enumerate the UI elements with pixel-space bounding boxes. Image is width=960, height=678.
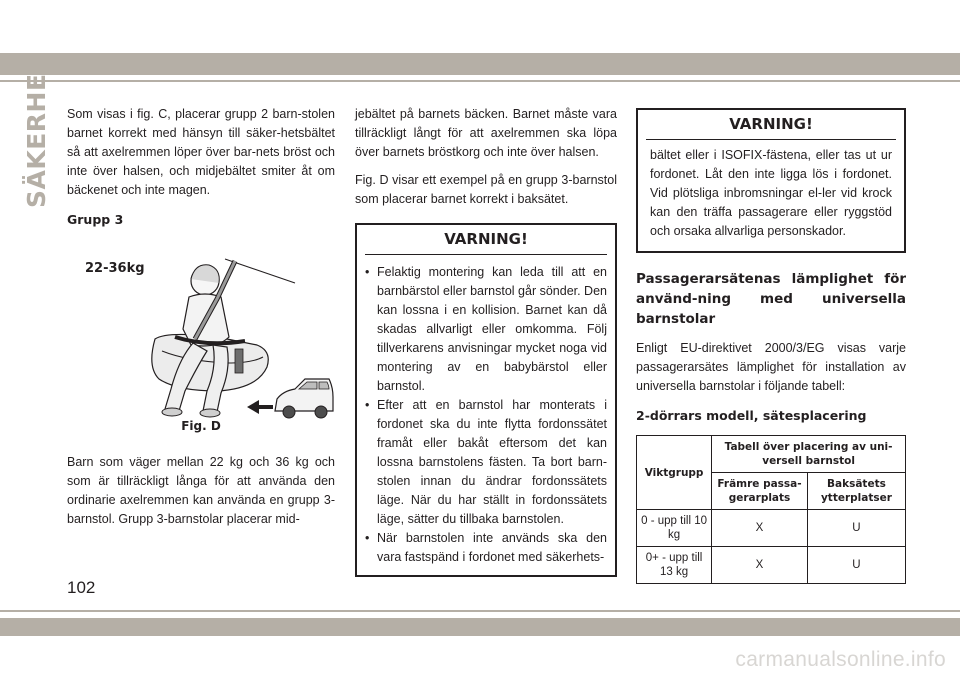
table-cell-front: X <box>712 547 808 584</box>
warning-title: VARNING! <box>646 110 896 140</box>
header-band <box>0 53 960 75</box>
figure-weight-label: 22-36kg <box>85 261 145 276</box>
table-header-rear: Baksätets ytterplatser <box>807 473 905 510</box>
table-row <box>637 547 906 584</box>
side-title-text: SÄKERHET <box>22 55 51 208</box>
warning-item: • När barnstolen inte används ska den vara fastspänd i fordonet med säkerhets- <box>365 529 607 567</box>
header-rule <box>0 80 960 82</box>
warning-item: • Efter att en barnstol har monterats i fordonet ska du inte flytta fordonssätet framåt eller bakåt eftersom det kan lossna barnstolens fästen. Ta bort barn-stolen innan du ändrar fordonssätets läge. När du har ställt in fordonssätets läge, sätter du tillbaka barnstolen. <box>365 396 607 529</box>
table-header-front: Främre passa-gerarplats <box>712 473 808 510</box>
warning-item: • Felaktig montering kan leda till att en barnbärstol eller barnstol går sönder. Den kan lossna i en kollision. Barnet kan då skadas allvarligt eller omkomma. Följ tillverkarens anvisningar mycket noga vid montering av en babybärstol eller barnstol. <box>365 263 607 396</box>
paragraph: Barn som väger mellan 22 kg och 36 kg och som är tillräckligt långa för att använda den ordinarie axelremmen kan använda en grupp 3-barnstol. Grupp 3-barnstolar placerar mid- <box>67 455 335 526</box>
warning-box-continued <box>636 108 906 253</box>
paragraph: Enligt EU-direktivet 2000/3/EG visas varje passagerarsätes lämplighet för installation av universella barnstolar i följande tabell: <box>636 341 906 393</box>
figure-caption: Fig. D <box>181 419 221 433</box>
paragraph: jebältet på barnets bäcken. Barnet måste vara tillräckligt långt för att axelremmen ska löpa över barnets bröstkorg och inte över halsen. <box>355 107 617 159</box>
table-header-weight: Viktgrupp <box>637 436 712 510</box>
table-row <box>637 510 906 547</box>
table-cell-rear: U <box>807 510 905 547</box>
warning-title: VARNING! <box>365 225 607 255</box>
table-cell-weight: 0+ - upp till 13 kg <box>637 547 712 584</box>
section-heading-grupp3: Grupp 3 <box>67 212 124 227</box>
column-1 <box>67 105 335 538</box>
column-2 <box>355 105 617 577</box>
table-cell-weight: 0 - upp till 10 kg <box>637 510 712 547</box>
child-seat-illustration <box>67 239 335 444</box>
paragraph: Som visas i fig. C, placerar grupp 2 barn-stolen barnet korrekt med hänsyn till säker-hetsbältet så att axelremmen löper över bar-nets bröst och inte över halsen, och midjebältet smiter åt om bäckenet och inte magen. <box>67 107 335 197</box>
table-cell-front: X <box>712 510 808 547</box>
warning-text: bältet eller i ISOFIX-fästena, eller tas ut ur fordonet. Låt den inte ligga lös i fordonet. Vid plötsliga inbromsningar el-ler vid krock kan den träffa passagerare eller ryggstöd och orsaka allvarliga personskador. <box>650 148 892 238</box>
table-header-group: Tabell över placering av uni-versell barnstol <box>712 436 906 473</box>
figure-d <box>67 239 335 444</box>
seat-suitability-table <box>636 435 906 584</box>
table-cell-rear: U <box>807 547 905 584</box>
warning-list <box>365 263 607 567</box>
watermark: carmanualsonline.info <box>735 648 946 671</box>
page-number: 102 <box>67 578 96 597</box>
paragraph: Fig. D visar ett exempel på en grupp 3-barnstol som placerar barnet korrekt i baksätet. <box>355 173 617 206</box>
table-title: 2-dörrars modell, sätesplacering <box>636 408 867 423</box>
warning-box <box>355 223 617 577</box>
footer-rule <box>0 610 960 612</box>
column-3 <box>636 108 906 584</box>
section-heading: Passagerarsätenas lämplighet för använd-ning med universella barnstolar <box>636 271 906 327</box>
footer-band <box>0 618 960 636</box>
